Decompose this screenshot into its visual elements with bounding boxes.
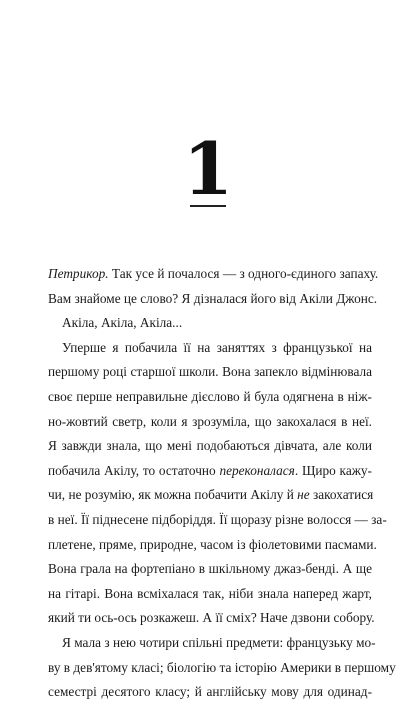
chapter-divider [190,205,226,207]
paragraph [48,336,387,631]
text-line [48,483,372,508]
text-run: но-жовтий светр, коли я зрозуміла, що закохалася в неї. [48,413,372,429]
text-run: семестрі десятого класу; й англійську мову для одинад- [48,684,372,700]
text-run: на гітарі. Вона всміхалася так, ніби знала наперед жарт, [48,585,372,601]
text-run: Вона грала на фортепіано в шкільному джаз-бенді. А ще [48,561,372,577]
text-run: Я завжди знала, що мені подобаються дівчата, але коли [48,438,372,454]
text-run: плетене, пряме, природне, часом із фіолетовими пасмами. [48,536,377,552]
paragraph [48,262,379,311]
text-run: Вам знайоме це слово? Я дізналася його від Акіли Джонс. [48,290,378,306]
text-run: Так усе й почалося — з одного-єдиного запаху. [108,266,379,281]
text-run: Я мала з нею чотири спільні предмети: французьку мо- [62,634,376,650]
text-run: першому році старшої школи. Вона запекло відмінювала [48,364,372,380]
text-run: в неї. Її піднесене підборіддя. Її щоразу різне волосся — за- [48,511,387,527]
text-line [48,533,377,558]
text-run: побачила Акілу, то остаточно [48,462,220,478]
text-line [48,631,376,656]
text-line [48,410,372,435]
text-line [48,680,372,705]
text-run: Акіла, Акіла, Акіла... [62,315,183,331]
text-run: своє перше неправильне дієслово й була одягнена в ніж- [48,388,372,404]
text-line [48,434,372,459]
chapter-number: 1 [182,126,234,211]
paragraph [48,311,372,336]
text-run: . Щиро кажу- [294,462,372,478]
text-run: Уперше я побачила її на заняттях з французької на [62,339,372,355]
text-line [48,557,372,582]
text-run: який ти ось-ось розкажеш. А її сміх? Наче дзвони собору. [48,610,375,626]
text-line [48,582,372,607]
text-line [48,656,396,681]
chapter-body-text [48,262,396,705]
text-line [48,360,372,385]
paragraph [48,631,396,705]
text-line [48,336,372,361]
text-line [48,508,387,533]
text-run: чи, не розумію, як можна побачити Акілу й [48,487,298,503]
text-line [48,311,372,336]
text-run: закохатися [309,487,374,503]
italic-text: Петрикор. [48,266,109,281]
italic-text: переконалася [219,462,295,478]
italic-text: не [297,487,310,503]
text-line [48,459,372,484]
text-line [48,385,372,410]
text-line [48,262,379,287]
text-line [48,287,378,312]
text-line [48,606,375,631]
text-run: ву в дев'ятому класі; біологію та історію Америки в першому [48,659,396,675]
